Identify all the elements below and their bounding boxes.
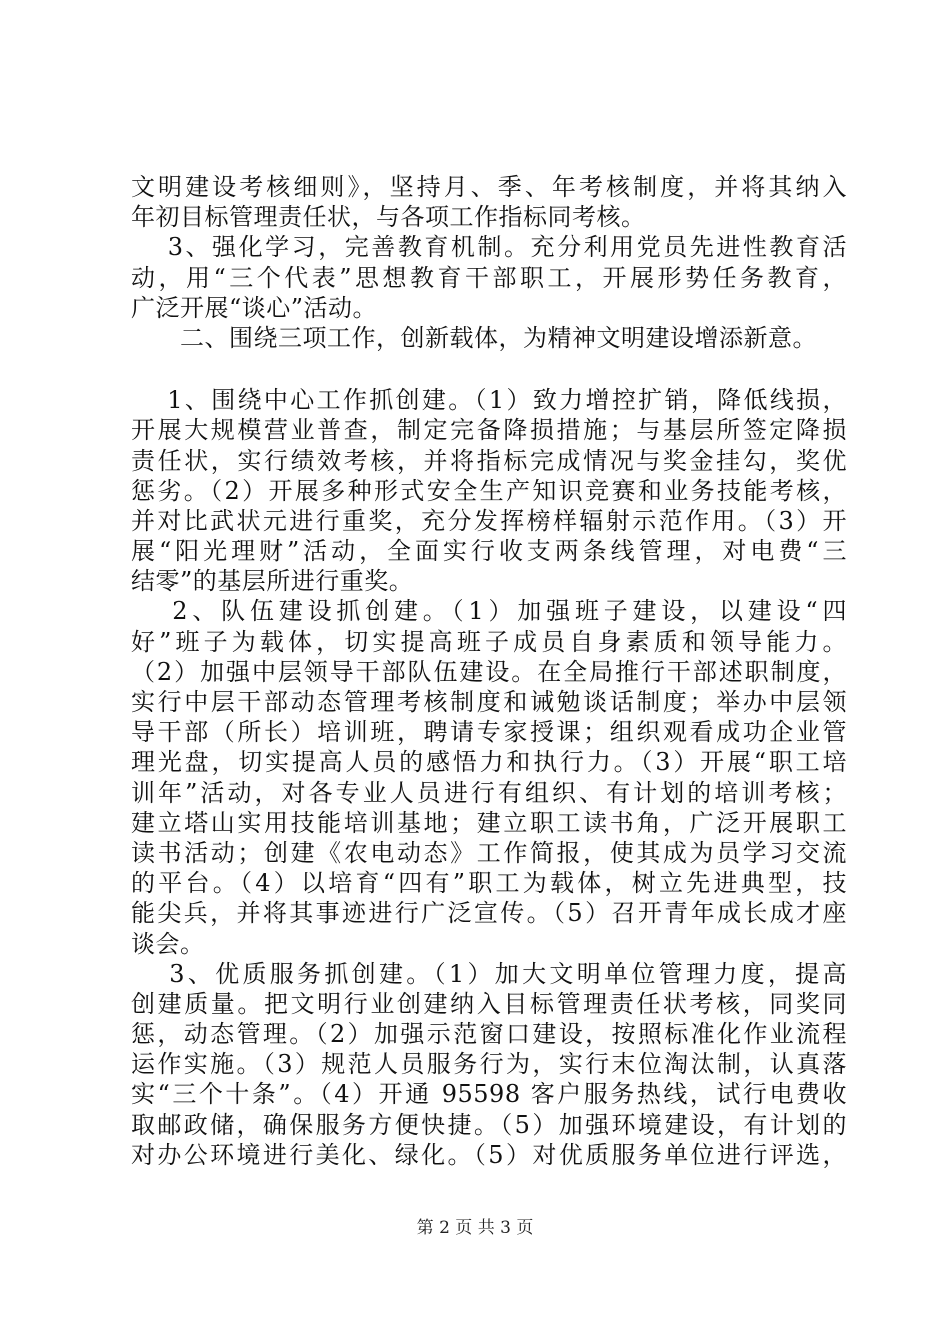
document-body <box>131 172 847 1170</box>
section-heading <box>131 323 847 353</box>
page-footer: 第 2 页 共 3 页 <box>416 1218 534 1238</box>
text-line: 谈会。 <box>131 929 205 958</box>
text-line: 训年”活动，对各专业人员进行有组织、有计划的培训考核； <box>131 778 847 807</box>
text-line: 年初目标管理责任状，与各项工作指标同考核。 <box>131 203 646 232</box>
text-line: 展“阳光理财”活动，全面实行收支两条线管理，对电费“三 <box>131 537 847 566</box>
text-line: 开展大规模营业普查，制定完备降损措施；与基层所签定降损 <box>131 416 847 445</box>
text-line: 理光盘，切实提高人员的感悟力和执行力。（3）开展“职工培 <box>131 748 847 777</box>
text-line: 2、队伍建设抓创建。（1）加强班子建设，以建设“四 <box>131 597 847 626</box>
text-line: （2）加强中层领导干部队伍建设。在全局推行干部述职制度， <box>131 657 847 686</box>
text-line: 能尖兵，并将其事迹进行广泛宣传。（5）召开青年成长成才座 <box>131 899 847 928</box>
text-line: 对办公环境进行美化、绿化。（5）对优质服务单位进行评选， <box>131 1140 847 1169</box>
text-line: 实“三个十条”。（4）开通 95598 客户服务热线，试行电费收 <box>131 1080 847 1109</box>
text-line: 好”班子为载体，切实提高班子成员自身素质和领导能力。 <box>131 627 847 656</box>
text-line: 运作实施。（3）规范人员服务行为，实行末位淘汰制，认真落 <box>131 1050 847 1079</box>
text-line: 二、围绕三项工作，创新载体，为精神文明建设增添新意。 <box>131 323 817 352</box>
text-line: 惩，动态管理。（2）加强示范窗口建设，按照标准化作业流程 <box>131 1020 847 1049</box>
text-line: 3、强化学习，完善教育机制。充分利用党员先进性教育活 <box>131 233 847 262</box>
text-line: 实行中层干部动态管理考核制度和诫勉谈话制度；举办中层领 <box>131 688 847 716</box>
paragraph <box>131 959 847 1170</box>
text-line: 建立塔山实用技能培训基地；建立职工读书角，广泛开展职工 <box>131 808 847 837</box>
text-line: 动，用“三个代表”思想教育干部职工，开展形势任务教育， <box>131 263 847 292</box>
paragraph <box>131 172 847 232</box>
text-line: 取邮政储，确保服务方便快捷。（5）加强环境建设，有计划的 <box>131 1110 847 1139</box>
text-line: 文明建设考核细则》，坚持月、季、年考核制度，并将其纳入 <box>131 173 847 201</box>
text-line: 1、围绕中心工作抓创建。（1）致力增控扩销，降低线损， <box>131 386 847 415</box>
text-line: 读书活动；创建《农电动态》工作简报，使其成为员学习交流 <box>131 838 847 867</box>
paragraph <box>131 596 847 958</box>
paragraph <box>131 385 847 596</box>
text-line: 结零”的基层所进行重奖。 <box>131 567 414 596</box>
spacer <box>131 353 847 385</box>
paragraph <box>131 232 847 323</box>
text-line: 3、优质服务抓创建。（1）加大文明单位管理力度，提高 <box>131 959 847 988</box>
text-line: 广泛开展“谈心”活动。 <box>131 293 378 322</box>
text-line: 责任状，实行绩效考核，并将指标完成情况与奖金挂勾，奖优 <box>131 446 847 475</box>
text-line: 并对比武状元进行重奖，充分发挥榜样辐射示范作用。（3）开 <box>131 506 847 535</box>
text-line: 惩劣。（2）开展多种形式安全生产知识竞赛和业务技能考核， <box>131 476 847 505</box>
text-line: 导干部（所长）培训班，聘请专家授课；组织观看成功企业管 <box>131 718 847 747</box>
text-line: 的平台。（4）以培育“四有”职工为载体，树立先进典型，技 <box>131 869 847 898</box>
text-line: 创建质量。把文明行业创建纳入目标管理责任状考核，同奖同 <box>131 989 847 1018</box>
